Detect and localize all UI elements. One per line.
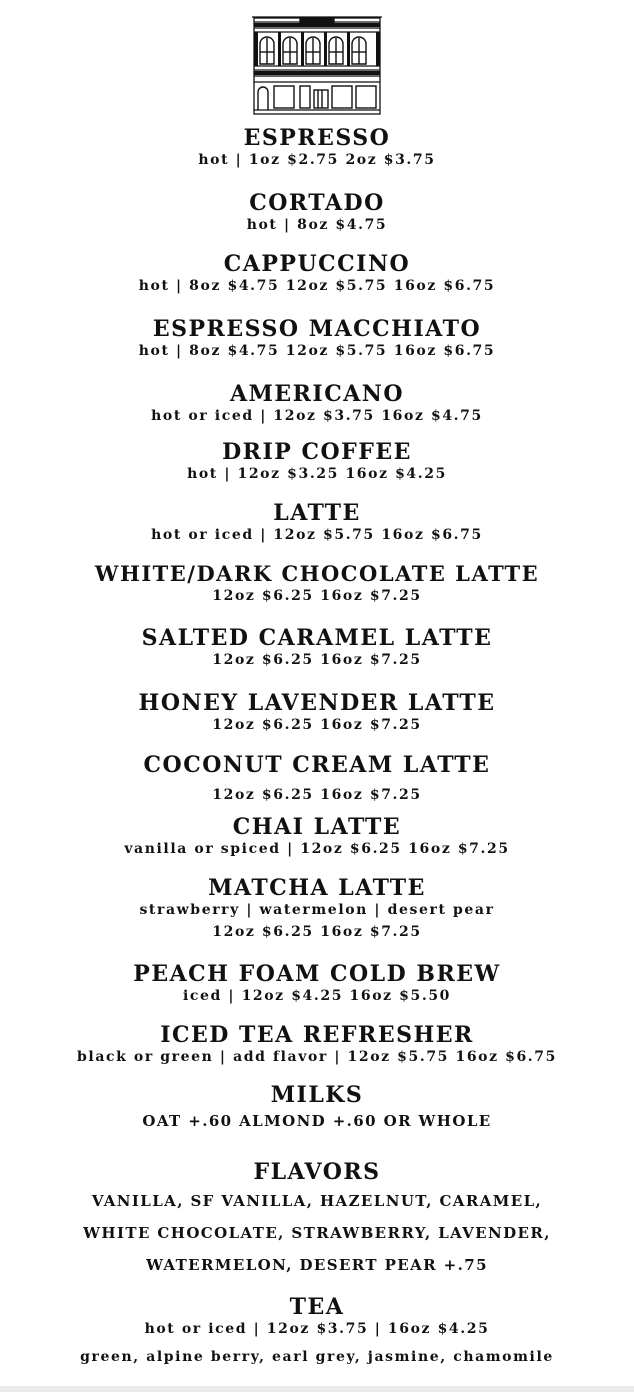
item-detail: 12oz $6.25 16oz $7.25 xyxy=(212,924,422,940)
section-name: TEA xyxy=(289,1294,345,1320)
item-detail: black or green | add flavor | 12oz $5.75 16oz $6.75 xyxy=(77,1049,557,1065)
item-name: SALTED CARAMEL LATTE xyxy=(141,625,493,651)
menu-item-salted-caramel-latte xyxy=(0,625,634,669)
item-name: CHAI LATTE xyxy=(232,814,402,840)
item-name: ICED TEA REFRESHER xyxy=(160,1022,474,1048)
item-detail: hot or iced | 12oz $3.75 16oz $4.75 xyxy=(151,408,483,424)
item-detail: 12oz $6.25 16oz $7.25 xyxy=(212,588,422,604)
tea-varieties: green, alpine berry, earl grey, jasmine, chamomile xyxy=(80,1349,554,1365)
menu-item-honey-lavender-latte xyxy=(0,690,634,734)
item-detail: hot | 8oz $4.75 12oz $5.75 16oz $6.75 xyxy=(138,278,496,294)
menu-item-peach-foam-cold-brew xyxy=(0,961,634,1005)
item-name: PEACH FOAM COLD BREW xyxy=(133,961,501,987)
item-detail: 12oz $6.25 16oz $7.25 xyxy=(212,787,422,803)
item-name: CAPPUCCINO xyxy=(223,251,411,277)
menu-item-americano xyxy=(0,381,634,425)
menu-section-milks xyxy=(0,1082,634,1130)
item-name: AMERICANO xyxy=(229,381,405,407)
item-name: DRIP COFFEE xyxy=(222,439,412,465)
menu-item-chai-latte xyxy=(0,814,634,858)
section-detail: hot or iced | 12oz $3.75 | 16oz $4.25 xyxy=(144,1321,490,1337)
item-detail: hot | 8oz $4.75 12oz $5.75 16oz $6.75 xyxy=(138,343,496,359)
section-detail: WATERMELON, DESERT PEAR +.75 xyxy=(146,1256,488,1274)
item-detail: 12oz $6.25 16oz $7.25 xyxy=(212,652,422,668)
section-detail: WHITE CHOCOLATE, STRAWBERRY, LAVENDER, xyxy=(83,1224,551,1242)
menu-section-tea xyxy=(0,1294,634,1366)
menu-section-flavors xyxy=(0,1159,634,1274)
section-detail: VANILLA, SF VANILLA, HAZELNUT, CARAMEL, xyxy=(91,1192,543,1210)
item-detail: 12oz $6.25 16oz $7.25 xyxy=(212,717,422,733)
item-detail: iced | 12oz $4.25 16oz $5.50 xyxy=(182,988,452,1004)
menu-item-cappuccino xyxy=(0,251,634,295)
item-name: CORTADO xyxy=(249,190,385,216)
item-detail: hot or iced | 12oz $5.75 16oz $6.75 xyxy=(151,527,483,543)
item-detail: hot | 8oz $4.75 xyxy=(246,217,388,233)
menu-item-matcha-latte xyxy=(0,875,634,941)
item-flavors: strawberry | watermelon | desert pear xyxy=(139,902,495,918)
item-detail: hot | 12oz $3.25 16oz $4.25 xyxy=(187,466,447,482)
menu-item-drip-coffee xyxy=(0,439,634,483)
item-name: COCONUT CREAM LATTE xyxy=(143,752,491,778)
section-detail: OAT +.60 ALMOND +.60 OR WHOLE xyxy=(142,1112,492,1130)
item-name: WHITE/DARK CHOCOLATE LATTE xyxy=(94,561,540,586)
bottom-divider xyxy=(0,1386,634,1392)
storefront-building-icon xyxy=(252,16,382,116)
menu-item-espresso xyxy=(0,125,634,169)
menu-item-espresso-macchiato xyxy=(0,316,634,360)
menu-item-cortado xyxy=(0,190,634,234)
section-name: MILKS xyxy=(270,1082,364,1108)
menu-item-iced-tea-refresher xyxy=(0,1022,634,1066)
menu-item-latte xyxy=(0,500,634,544)
item-detail: hot | 1oz $2.75 2oz $3.75 xyxy=(198,152,436,168)
item-detail: vanilla or spiced | 12oz $6.25 16oz $7.25 xyxy=(124,841,510,857)
menu-item-coconut-cream-latte xyxy=(0,752,634,804)
menu-item-white-dark-chocolate-latte xyxy=(0,561,634,605)
section-name: FLAVORS xyxy=(253,1159,381,1185)
item-name: ESPRESSO MACCHIATO xyxy=(152,316,482,342)
item-name: HONEY LAVENDER LATTE xyxy=(138,690,496,716)
item-name: LATTE xyxy=(273,500,361,526)
item-name: MATCHA LATTE xyxy=(208,875,426,901)
item-name: ESPRESSO xyxy=(243,125,391,151)
